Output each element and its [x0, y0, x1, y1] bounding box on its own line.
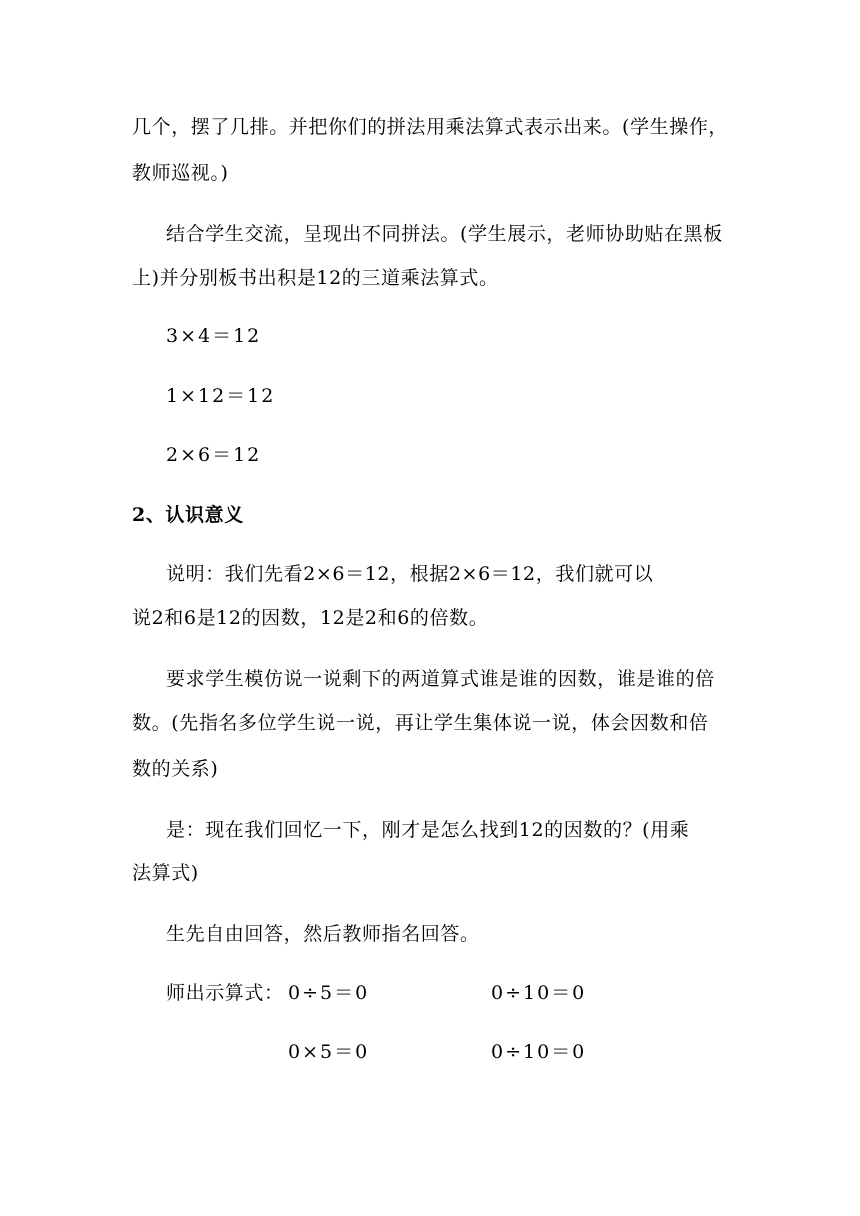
paragraph-2-line-1: 结合学生交流，呈现出不同拼法。(学生展示，老师协助贴在黑板 [166, 223, 723, 245]
equation-7: 0÷10＝0 [491, 1041, 587, 1063]
paragraph-4-line-3: 数的关系) [132, 758, 219, 780]
equation-1: 3×4＝12 [166, 325, 262, 347]
paragraph-4-line-1: 要求学生模仿说一说剩下的两道算式谁是谁的因数，谁是谁的倍 [166, 668, 715, 690]
equation-4: 0÷5＝0 [288, 982, 370, 1004]
paragraph-6-line-1: 生先自由回答，然后教师指名回答。 [166, 923, 480, 945]
paragraph-5-line-1: 是：现在我们回忆一下，刚才是怎么找到12的因数的？(用乘 [166, 819, 690, 841]
section-heading: 2、认识意义 [132, 504, 244, 526]
paragraph-2-line-2: 上)并分别板书出积是12的三道乘法算式。 [132, 267, 499, 289]
equation-intro-label: 师出示算式： [166, 982, 284, 1004]
paragraph-1-line-2: 教师巡视。) [132, 162, 229, 184]
equation-5: 0÷10＝0 [491, 982, 587, 1004]
equation-2: 1×12＝12 [166, 385, 276, 407]
paragraph-4-line-2: 数。(先指名多位学生说一说，再让学生集体说一说，体会因数和倍 [132, 712, 709, 734]
equation-6: 0×5＝0 [288, 1041, 370, 1063]
paragraph-1-line-1: 几个，摆了几排。并把你们的拼法用乘法算式表示出来。(学生操作， [132, 116, 729, 138]
paragraph-3-line-1: 说明：我们先看2×6＝12，根据2×6＝12，我们就可以 [166, 563, 654, 585]
paragraph-3-line-2: 说2和6是12的因数，12是2和6的倍数。 [132, 607, 489, 629]
equation-3: 2×6＝12 [166, 444, 262, 466]
paragraph-5-line-2: 法算式) [132, 862, 199, 884]
